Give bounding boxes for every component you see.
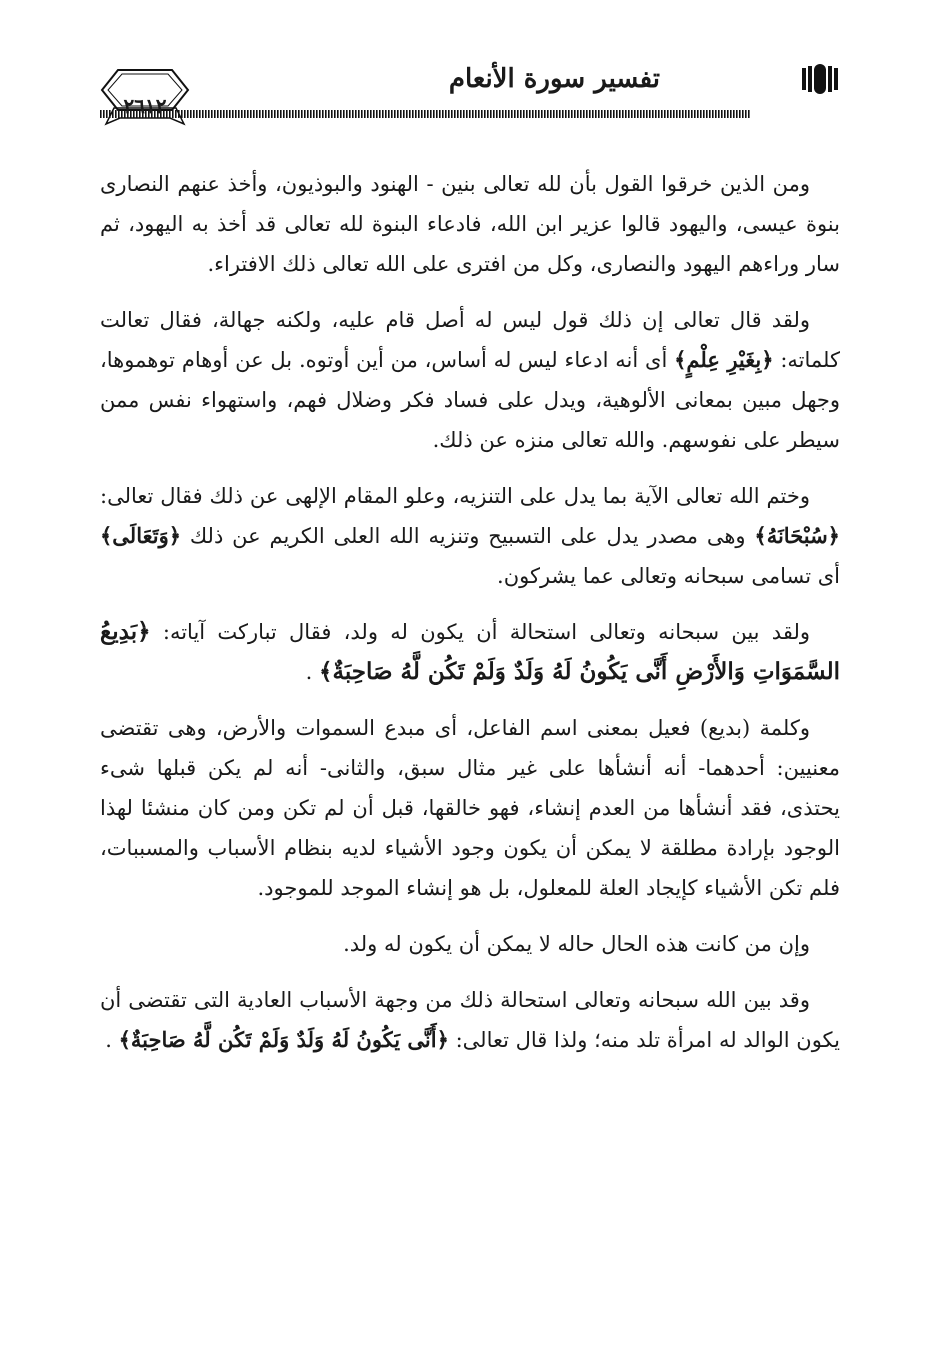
paragraph-text: ولقد بين سبحانه وتعالى استحالة أن يكون له ولد، فقال تباركت آياته:	[150, 620, 810, 644]
quran-quote: ﴿وَتَعَالَى﴾	[100, 523, 182, 548]
paragraph-text: وقد بين الله سبحانه وتعالى استحالة ذلك من وجهة الأسباب العادية التى تقتضى أن يكون الوالد له امرأة تلد منه؛ ولذا قال تعالى:	[100, 988, 840, 1052]
paragraph	[100, 300, 840, 460]
paragraph	[100, 924, 840, 964]
paragraph	[100, 476, 840, 596]
paragraph-text: أى تسامى سبحانه وتعالى عما يشركون.	[497, 564, 840, 588]
paragraph-text: وختم الله تعالى الآية بما يدل على التنزيه، وعلو المقام الإلهى عن ذلك فقال تعالى:	[100, 484, 810, 508]
paragraph-text: ومن الذين خرقوا القول بأن لله تعالى بنين - الهنود والبوذيون، وأخذ عنهم النصارى بنوة عيسى، واليهود قالوا عزير ابن الله، فادعاء البنوة لله تعالى قد أخذ به اليهود، ثم سار وراءهم اليهود والنصارى، وكل من افترى على الله تعالى ذلك الافتراء.	[100, 172, 840, 276]
paragraph	[100, 612, 840, 692]
paragraph	[100, 164, 840, 284]
paragraph-text: وإن من كانت هذه الحال حاله لا يمكن أن يكون له ولد.	[343, 932, 810, 956]
quran-quote: ﴿بِغَيْرِ عِلْمٍ﴾	[674, 347, 774, 372]
running-title: تفسير سورة الأنعام	[448, 64, 660, 94]
paragraph-text: وكلمة (بديع) فعيل بمعنى اسم الفاعل، أى مبدع السموات والأرض، وهى تقتضى معنيين: أحدهما- أنه أنشأها على غير مثال سبق، والثانى- أنه لم يكن قبلها شىء يحتذى، فقد أنشأها من العدم إنشاء، فهو خالقها، قبل أن لم تكن ومن كان منشئا لهذا الوجود بإرادة مطلقة لا يمكن أن يكون وجود الأشياء لديه بنظام الأسباب والمسببات، فلم تكن الأشياء كإيجاد العلة للمعلول، بل هو إنشاء الموجد للموجود.	[100, 716, 840, 900]
quran-quote: ﴿سُبْحَانَهُ﴾	[754, 523, 840, 548]
paragraph-text: وهى مصدر يدل على التسبيح وتنزيه الله العلى الكريم عن ذلك	[181, 524, 755, 548]
header-rule	[100, 110, 750, 118]
paragraph	[100, 980, 840, 1060]
page-number-frame	[100, 68, 190, 130]
quran-quote: ﴿بَدِيعُ السَّمَوَاتِ وَالأَرْضِ أَنَّى يَكُونُ لَهُ وَلَدٌ وَلَمْ تَكُن لَّهُ صَاحِبَةٌ﴾	[100, 618, 840, 685]
paragraph-text: ولقد قال تعالى إن ذلك قول ليس له أصل قام عليه، ولكنه جهالة، فقال تعالت كلماته:	[100, 308, 841, 372]
page-body	[100, 164, 840, 1076]
quran-quote: ﴿أَنَّى يَكُونُ لَهُ وَلَدٌ وَلَمْ تَكُن لَّهُ صَاحِبَةٌ﴾	[118, 1027, 449, 1052]
header-ornament-icon	[800, 64, 840, 94]
paragraph-text: .	[105, 1028, 119, 1052]
paragraph-text: .	[305, 660, 320, 684]
paragraph-text: أى أنه ادعاء ليس له أساس، من أين أوتوه. بل عن أوهام توهموها، وجهل مبين بمعانى الألوهية، ويدل على فساد فكر وضلال فهم، واستهواء نفس ممن سيطر على نفوسهم. والله تعالى منزه عن ذلك.	[100, 348, 840, 452]
paragraph	[100, 708, 840, 908]
page-header	[100, 56, 840, 130]
page-number: ٢٦١٢	[123, 94, 167, 118]
